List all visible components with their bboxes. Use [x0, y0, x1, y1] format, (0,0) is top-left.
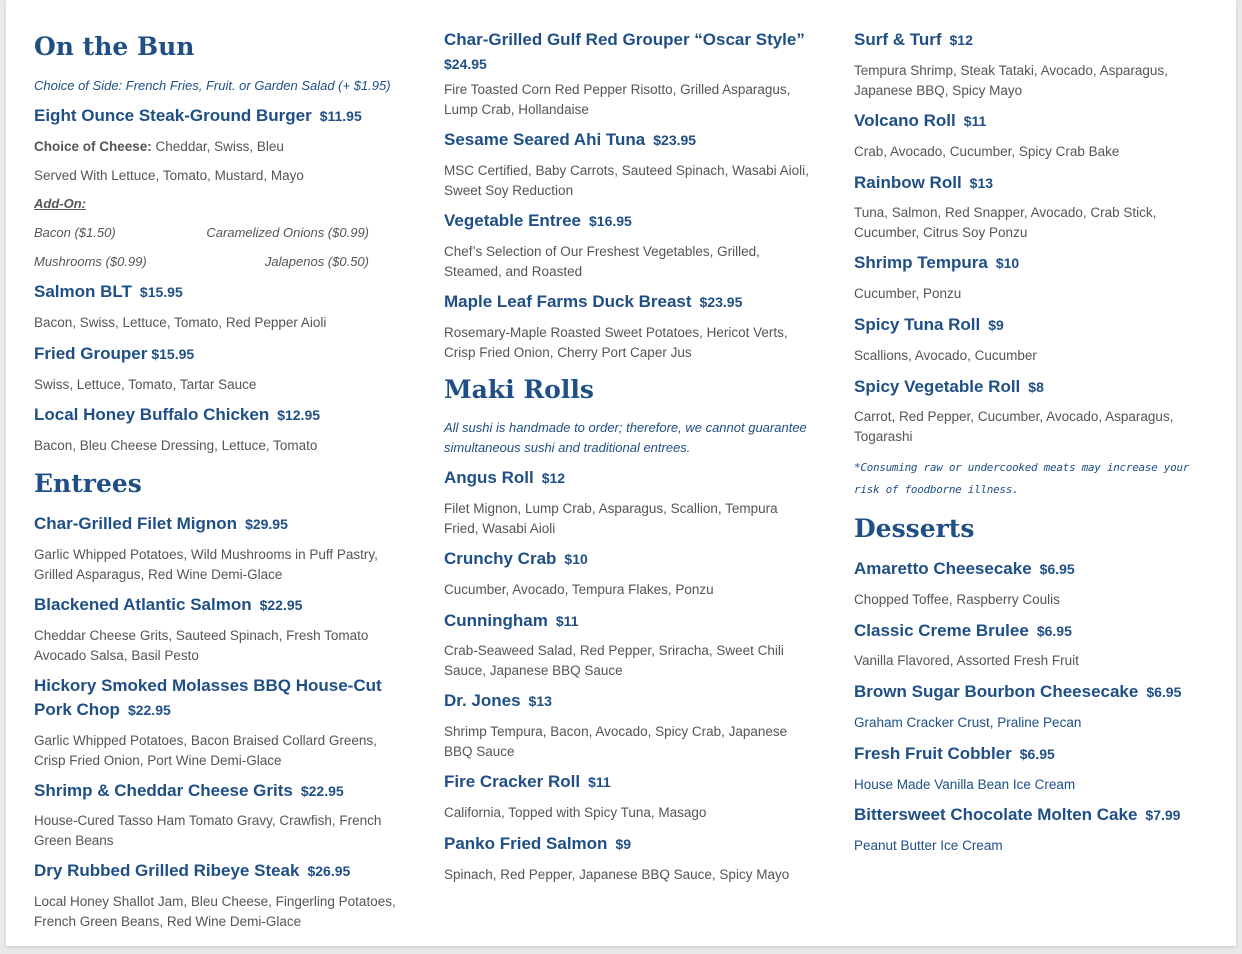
item-name: Brown Sugar Bourbon Cheesecake: [854, 682, 1139, 701]
item-description: Chef’s Selection of Our Freshest Vegetables, Grilled, Steamed, and Roasted: [444, 244, 760, 279]
item-description: Tuna, Salmon, Red Snapper, Avocado, Crab Stick, Cucumber, Citrus Soy Ponzu: [854, 205, 1157, 240]
item-name: Bittersweet Chocolate Molten Cake: [854, 805, 1138, 824]
item-description: Cucumber, Ponzu: [854, 286, 962, 301]
item-description: Bacon, Bleu Cheese Dressing, Lettuce, Tomato: [34, 438, 318, 453]
addon-jalapenos: Jalapenos ($0.50): [264, 254, 369, 269]
item-name: Sesame Seared Ahi Tuna: [444, 130, 646, 149]
menu-item-volcano-roll: [854, 109, 1204, 133]
item-description: Chopped Toffee, Raspberry Coulis: [854, 592, 1060, 607]
item-name: Salmon BLT: [34, 282, 132, 301]
item-name: Maple Leaf Farms Duck Breast: [444, 292, 692, 311]
menu-item-shrimp-grits: [34, 779, 404, 803]
menu-item-shrimp-tempura: [854, 251, 1204, 275]
item-description: Tempura Shrimp, Steak Tataki, Avocado, Asparagus, Japanese BBQ, Spicy Mayo: [854, 63, 1168, 98]
menu-item-filet-mignon: [34, 512, 404, 536]
menu-item-pork-chop: [34, 674, 404, 722]
item-price: $10: [995, 255, 1020, 271]
menu-item-creme-brulee: [854, 619, 1204, 643]
item-price: $16.95: [589, 213, 632, 229]
item-description: Crab, Avocado, Cucumber, Spicy Crab Bake: [854, 144, 1120, 159]
menu-item-rainbow-roll: [854, 171, 1204, 195]
item-description: Fire Toasted Corn Red Pepper Risotto, Grilled Asparagus, Lump Crab, Hollandaise: [444, 82, 791, 117]
menu-item-molten-cake: [854, 803, 1204, 827]
item-price: $13: [969, 175, 994, 191]
item-price: $9: [988, 317, 1004, 333]
raw-food-warning: *Consuming raw or undercooked meats may increase your risk of foodborne illness.: [854, 461, 1190, 496]
addon-bacon: Bacon ($1.50): [34, 225, 116, 240]
item-price: $15.95: [151, 346, 195, 362]
menu-item-spicy-tuna-roll: [854, 313, 1204, 337]
item-name: Shrimp Tempura: [854, 253, 988, 272]
addon-row-2: [34, 252, 369, 271]
addon-onions: Caramelized Onions ($0.99): [206, 225, 369, 240]
item-description: Spinach, Red Pepper, Japanese BBQ Sauce, Spicy Mayo: [444, 867, 790, 882]
menu-item-cunningham: [444, 609, 814, 633]
item-description: House-Cured Tasso Ham Tomato Gravy, Crawfish, French Green Beans: [34, 813, 382, 848]
item-name: Angus Roll: [444, 468, 534, 487]
item-description: Local Honey Shallot Jam, Bleu Cheese, Fingerling Potatoes, French Green Beans, Red Wine Demi-Glace: [34, 894, 396, 929]
item-price: $6.95: [1019, 746, 1055, 762]
item-name: Cunningham: [444, 611, 548, 630]
menu-item-ribeye: [34, 859, 404, 883]
section-title-entrees: Entrees: [34, 469, 142, 498]
item-price: $11: [963, 113, 987, 129]
item-price: $23.95: [653, 132, 697, 148]
item-name: Volcano Roll: [854, 111, 956, 130]
item-description: California, Topped with Spicy Tuna, Masago: [444, 805, 707, 820]
menu-item-amaretto-cheesecake: [854, 557, 1204, 581]
menu-item-surf-turf: [854, 28, 1204, 52]
section-title-maki-rolls: Maki Rolls: [444, 375, 594, 404]
menu-item-fruit-cobbler: [854, 742, 1204, 766]
item-price: $9: [615, 836, 632, 852]
item-name: Spicy Vegetable Roll: [854, 377, 1021, 396]
item-name: Amaretto Cheesecake: [854, 559, 1032, 578]
item-name: Blackened Atlantic Salmon: [34, 595, 252, 614]
item-name: Panko Fried Salmon: [444, 834, 608, 853]
item-description: House Made Vanilla Bean Ice Cream: [854, 777, 1076, 792]
menu-sheet: [6, 0, 1236, 946]
item-price: $11: [555, 613, 579, 629]
item-price: $22.95: [300, 783, 344, 799]
item-price: $29.95: [245, 516, 288, 532]
menu-item-spicy-vegetable-roll: [854, 375, 1204, 399]
item-price: $12: [541, 470, 566, 486]
menu-item-burger: [34, 104, 404, 128]
addon-label: Add-On:: [34, 196, 86, 211]
item-price: $15.95: [139, 284, 183, 300]
cheese-label: Choice of Cheese:: [34, 139, 152, 154]
item-price: $10: [564, 551, 588, 567]
item-description: Garlic Whipped Potatoes, Wild Mushrooms in Puff Pastry, Grilled Asparagus, Red Wine Demi-Glace: [34, 547, 378, 582]
item-name: Dr. Jones: [444, 691, 521, 710]
item-price: $7.99: [1145, 807, 1181, 823]
menu-item-ahi-tuna: [444, 128, 814, 152]
item-description: Garlic Whipped Potatoes, Bacon Braised Collard Greens, Crisp Fried Onion, Port Wine Demi-Glace: [34, 733, 377, 768]
menu-item-atlantic-salmon: [34, 593, 404, 617]
item-name: Rainbow Roll: [854, 173, 962, 192]
item-description: Peanut Butter Ice Cream: [854, 838, 1003, 853]
item-description: Graham Cracker Crust, Praline Pecan: [854, 715, 1082, 730]
addon-row-1: [34, 223, 369, 242]
item-description: Swiss, Lettuce, Tomato, Tartar Sauce: [34, 377, 257, 392]
side-choice-note: Choice of Side: French Fries, Fruit. or Garden Salad (+ $1.95): [34, 78, 391, 93]
item-description: Rosemary-Maple Roasted Sweet Potatoes, Hericot Verts, Crisp Fried Onion, Cherry Port Caper Jus: [444, 325, 788, 360]
item-price: $8: [1028, 379, 1044, 395]
menu-item-duck-breast: [444, 290, 814, 314]
item-price: $26.95: [307, 863, 351, 879]
item-price: $11: [588, 774, 611, 790]
item-price: $22.95: [127, 702, 171, 718]
menu-item-bourbon-cheesecake: [854, 680, 1204, 704]
item-name: Shrimp & Cheddar Cheese Grits: [34, 781, 293, 800]
item-price: $11.95: [319, 108, 362, 124]
item-name-line-1: Hickory Smoked Molasses BBQ House-Cut: [34, 676, 382, 695]
item-name-line-2: Pork Chop: [34, 700, 120, 719]
item-name: Vegetable Entree: [444, 211, 582, 230]
menu-item-crunchy-crab: [444, 547, 814, 571]
item-name: Crunchy Crab: [444, 549, 557, 568]
item-name: Fried Grouper: [34, 344, 148, 363]
item-price: $6.95: [1039, 561, 1075, 577]
item-price: $23.95: [699, 294, 743, 310]
menu-item-oscar-grouper: [444, 28, 814, 76]
section-title-desserts: Desserts: [854, 514, 975, 543]
item-name: Fresh Fruit Cobbler: [854, 744, 1012, 763]
item-name: Char-Grilled Filet Mignon: [34, 514, 238, 533]
menu-item-panko-salmon: [444, 832, 814, 856]
item-name: Char-Grilled Gulf Red Grouper “Oscar Style”: [444, 30, 805, 49]
item-price: $12: [949, 32, 973, 48]
menu-item-salmon-blt: [34, 280, 404, 304]
menu-item-angus-roll: [444, 466, 814, 490]
item-description: Filet Mignon, Lump Crab, Asparagus, Scallion, Tempura Fried, Wasabi Aioli: [444, 501, 778, 536]
item-name: Eight Ounce Steak-Ground Burger: [34, 106, 312, 125]
item-description: Bacon, Swiss, Lettuce, Tomato, Red Pepper Aioli: [34, 315, 327, 330]
item-name: Local Honey Buffalo Chicken: [34, 405, 270, 424]
item-description: MSC Certified, Baby Carrots, Sauteed Spinach, Wasabi Aioli, Sweet Soy Reduction: [444, 163, 809, 198]
item-price: $6.95: [1036, 623, 1072, 639]
menu-item-buffalo-chicken: [34, 403, 404, 427]
item-name: Classic Creme Brulee: [854, 621, 1029, 640]
item-price: $6.95: [1146, 684, 1182, 700]
item-description: Shrimp Tempura, Bacon, Avocado, Spicy Crab, Japanese BBQ Sauce: [444, 724, 788, 759]
item-description: Cucumber, Avocado, Tempura Flakes, Ponzu: [444, 582, 714, 597]
cheese-options: Cheddar, Swiss, Bleu: [155, 139, 284, 154]
addon-mushrooms: Mushrooms ($0.99): [34, 254, 147, 269]
burger-served-with: Served With Lettuce, Tomato, Mustard, Mayo: [34, 168, 304, 183]
item-name: Fire Cracker Roll: [444, 772, 581, 791]
item-name: Dry Rubbed Grilled Ribeye Steak: [34, 861, 300, 880]
sushi-note: All sushi is handmade to order; therefore, we cannot guarantee simultaneous sushi and traditional entrees.: [444, 420, 807, 455]
item-price: $24.95: [444, 56, 487, 72]
item-price: $13: [528, 693, 552, 709]
section-title-on-the-bun: On the Bun: [34, 32, 195, 61]
item-description: Carrot, Red Pepper, Cucumber, Avocado, Asparagus, Togarashi: [854, 409, 1174, 444]
item-price: $22.95: [259, 597, 303, 613]
item-name: Spicy Tuna Roll: [854, 315, 981, 334]
item-description: Cheddar Cheese Grits, Sauteed Spinach, Fresh Tomato Avocado Salsa, Basil Pesto: [34, 628, 369, 663]
menu-item-fire-cracker-roll: [444, 770, 814, 794]
item-price: $12.95: [277, 407, 321, 423]
item-description: Scallions, Avocado, Cucumber: [854, 348, 1037, 363]
menu-item-vegetable-entree: [444, 209, 814, 233]
item-name: Surf & Turf: [854, 30, 942, 49]
menu-item-fried-grouper: [34, 342, 404, 366]
item-description: Crab-Seaweed Salad, Red Pepper, Sriracha, Sweet Chili Sauce, Japanese BBQ Sauce: [444, 643, 784, 678]
menu-item-dr-jones: [444, 689, 814, 713]
cheese-choice: [34, 137, 404, 157]
item-description: Vanilla Flavored, Assorted Fresh Fruit: [854, 653, 1079, 668]
